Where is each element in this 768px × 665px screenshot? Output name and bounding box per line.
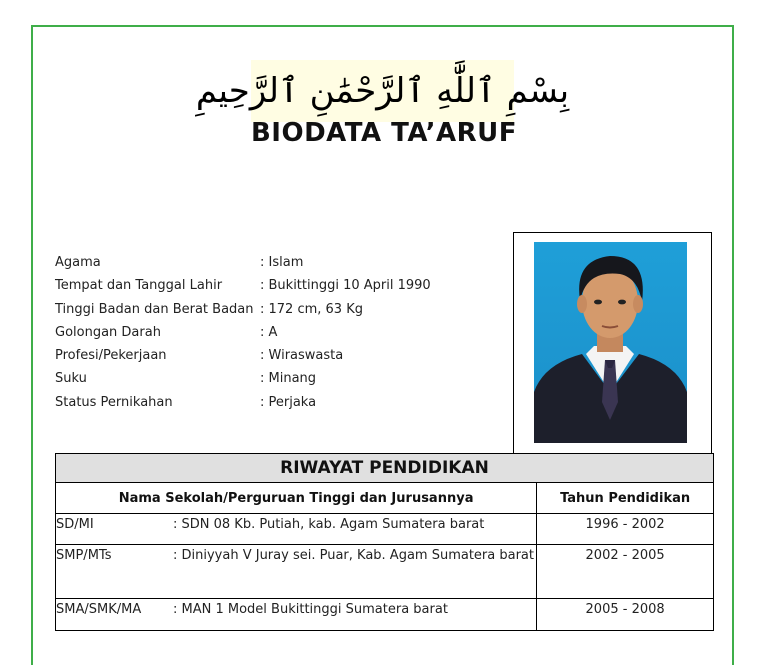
bio-value: : Wiraswasta	[260, 348, 344, 364]
year-cell: 1996 - 2002	[537, 514, 714, 545]
education-level: SD/MI	[56, 517, 94, 532]
education-level: SMA/SMK/MA	[56, 602, 142, 617]
bio-label: Tempat dan Tanggal Lahir	[55, 278, 223, 294]
table-row	[56, 545, 714, 599]
education-caption: RIWAYAT PENDIDIKAN	[56, 454, 714, 483]
bismillah-calligraphy	[195, 60, 570, 122]
bio-label: Agama	[55, 255, 101, 270]
bio-label: Status Pernikahan	[55, 394, 173, 410]
year-cell: 2002 - 2005	[537, 545, 714, 599]
bio-label: Golongan Darah	[55, 324, 161, 340]
bio-value: : Perjaka	[260, 394, 317, 410]
year-cell: 2005 - 2008	[537, 599, 714, 631]
profile-photo	[534, 242, 687, 443]
photo-frame	[513, 232, 712, 454]
education-header-row	[56, 483, 714, 514]
person-portrait-icon	[534, 242, 687, 443]
table-row	[56, 599, 714, 631]
education-level: SMP/MTs	[56, 548, 112, 563]
table-row	[56, 514, 714, 545]
column-header-year: Tahun Pendidikan	[537, 483, 714, 514]
school-name: : SDN 08 Kb. Putiah, kab. Agam Sumatera barat	[173, 517, 485, 532]
bio-value: : Minang	[260, 371, 317, 387]
bismillah-text: بِسْمِ ٱللَّٰهِ ٱلرَّحْمَٰنِ ٱلرَّحِيمِ	[195, 71, 570, 111]
bio-value: : Islam	[260, 255, 304, 270]
bio-value: : Bukittinggi 10 April 1990	[260, 278, 431, 294]
bio-value: : A	[260, 324, 278, 340]
school-cell	[56, 545, 537, 599]
column-header-school: Nama Sekolah/Perguruan Tinggi dan Jurusannya	[56, 483, 537, 514]
school-name: : Diniyyah V Juray sei. Puar, Kab. Agam Sumatera barat	[173, 548, 534, 563]
education-table	[55, 453, 714, 631]
bio-label: Profesi/Pekerjaan	[55, 348, 167, 364]
bio-value: : 172 cm, 63 Kg	[260, 301, 363, 317]
school-name: : MAN 1 Model Bukittinggi Sumatera barat	[173, 602, 448, 617]
education-caption-row	[56, 454, 714, 483]
page-title: BIODATA TA’ARUF	[250, 118, 517, 148]
bio-label: Tinggi Badan dan Berat Badan	[55, 301, 254, 317]
bio-label: Suku	[55, 371, 87, 387]
school-cell	[56, 514, 537, 545]
school-cell	[56, 599, 537, 631]
